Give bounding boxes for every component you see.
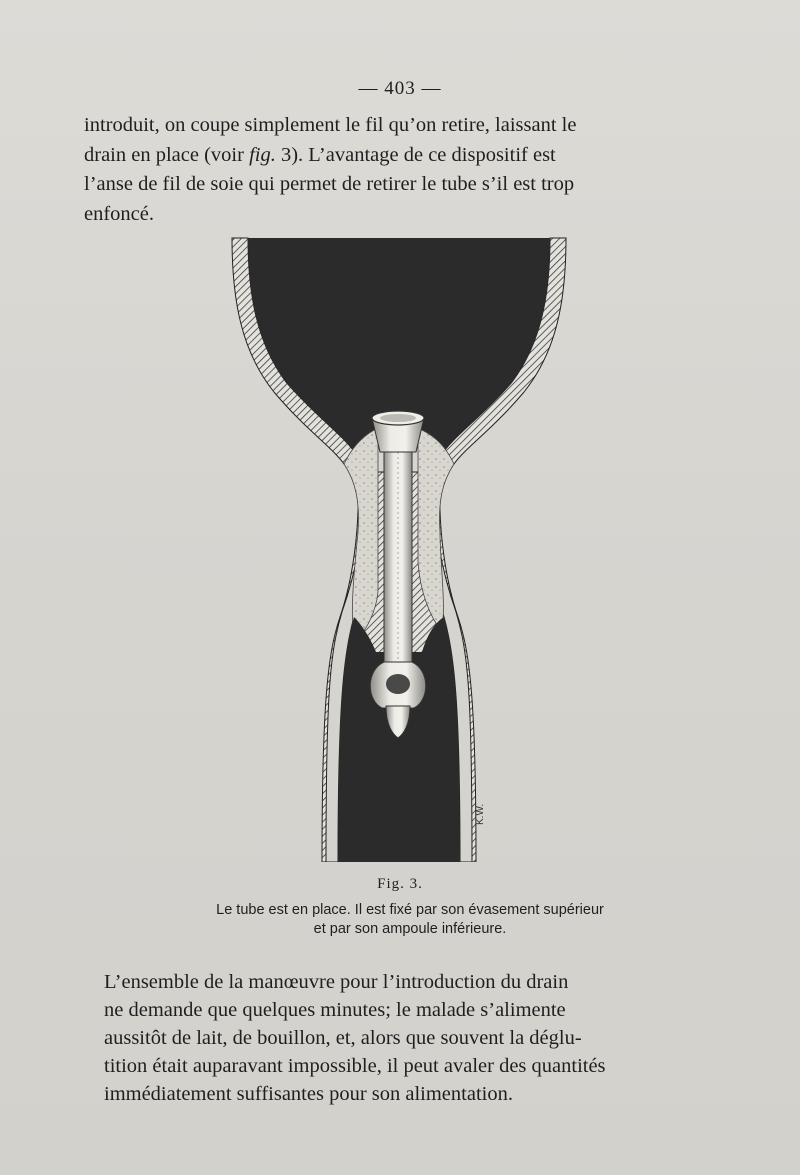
top-paragraph (84, 111, 708, 229)
figure-reference: fig. (249, 143, 276, 166)
top-paragraph-line-3: l’anse de fil de soie qui permet de retirer le tube s’il est trop (84, 173, 575, 195)
bottom-paragraph (104, 968, 728, 1108)
bottom-paragraph-line-4: tition était auparavant impossible, il peut avaler des quantités (104, 1055, 606, 1077)
figure-label: Fig. 3. (377, 876, 423, 892)
esophageal-drain-illustration (226, 232, 572, 862)
top-paragraph-line-2a: drain en place (voir (84, 143, 250, 166)
bottom-paragraph-line-2: ne demande que quelques minutes; le malade s’alimente (104, 999, 566, 1021)
top-paragraph-line-4: enfoncé. (84, 202, 154, 225)
illustrator-signature: K.W. (475, 803, 486, 825)
caption-line-2: et par son ampoule inférieure. (313, 921, 507, 937)
tissue-left (344, 430, 378, 642)
caption-line-1: Le tube est en place. Il est fixé par son évasement supérieur (216, 902, 604, 918)
bottom-paragraph-line-5: immédiatement suffisantes pour son alimentation. (104, 1083, 513, 1105)
bottom-paragraph-line-3: aussitôt de lait, de bouillon, et, alors que souvent la déglu- (104, 1027, 582, 1049)
top-paragraph-line-1: introduit, on coupe simplement le fil qu’on retire, laissant le (84, 114, 577, 136)
page-number: — 403 — (358, 78, 442, 99)
bottom-paragraph-line-1: L’ensemble de la manœuvre pour l’introduction du drain (104, 971, 569, 993)
figure-caption (130, 901, 690, 939)
top-paragraph-line-2b: 3). L’avantage de ce dispositif est (275, 143, 556, 166)
